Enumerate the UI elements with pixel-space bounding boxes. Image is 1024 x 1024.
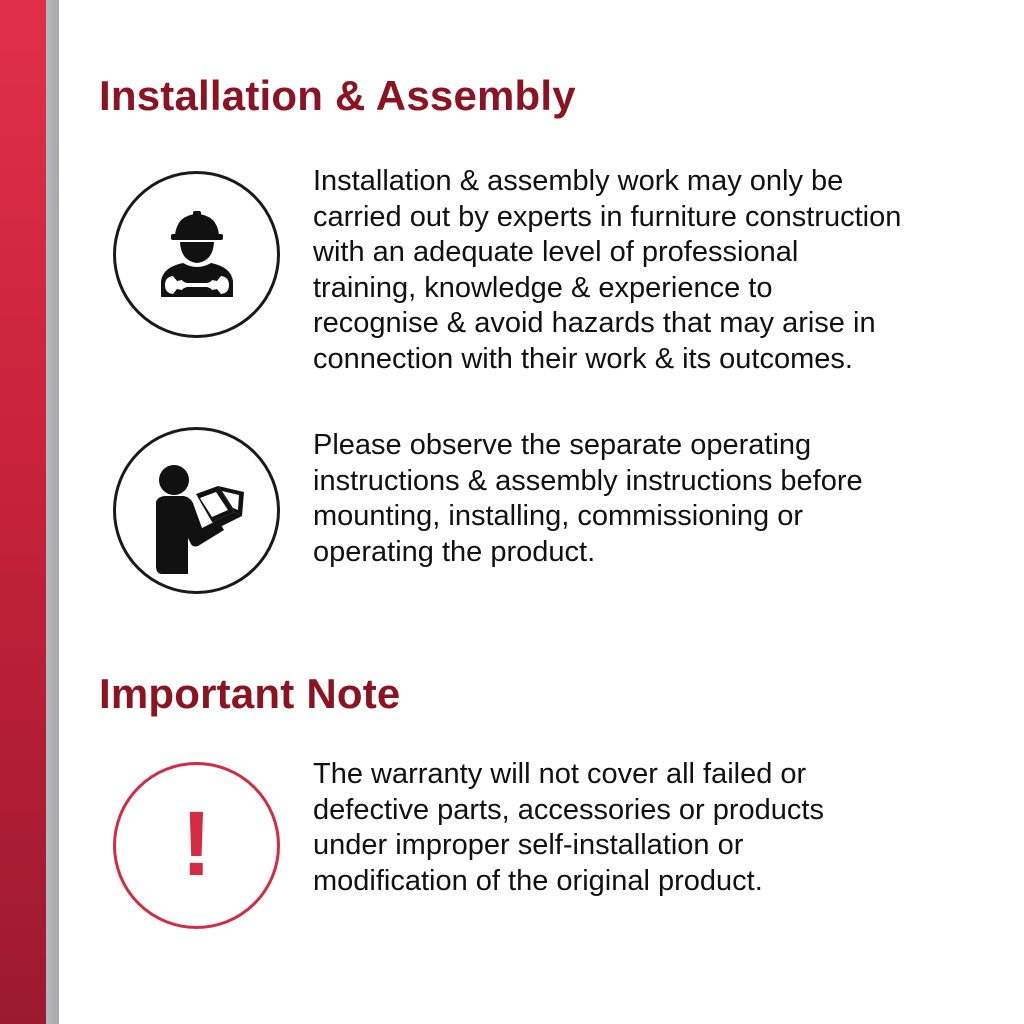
text-line: Please observe the separate operating (313, 429, 812, 461)
text-line: carried out by experts in furniture construction (313, 200, 902, 233)
read-manual-icon (113, 427, 280, 594)
text-line: under improper self-installation or (313, 829, 744, 861)
text-line: operating the product. (313, 535, 596, 568)
text-line: recognise & avoid hazards that may arise in (313, 307, 876, 339)
important-note-title: Important Note (99, 670, 401, 717)
warranty-paragraph (313, 757, 1003, 899)
text-line: defective parts, accessories or products (313, 793, 824, 826)
warning-exclamation-icon (113, 762, 280, 929)
read-manual-icon-graphic (132, 446, 262, 576)
installation-paragraph (313, 164, 1003, 377)
text-line: connection with their work & its outcomes. (313, 342, 853, 375)
instructions-paragraph (313, 428, 1003, 570)
text-line: The warranty will not cover all failed or (313, 758, 807, 790)
text-line: modification of the original product. (313, 864, 763, 897)
text-line: instructions & assembly instructions before (313, 464, 863, 497)
worker-wrench-icon-graphic (147, 205, 247, 305)
text-line: with an adequate level of professional (313, 236, 799, 268)
text-line: Installation & assembly work may only be (313, 165, 844, 197)
exclamation-mark: ! (181, 792, 212, 895)
text-line: training, knowledge & experience to (313, 271, 773, 304)
side-accent-band-gray (46, 0, 59, 1024)
worker-wrench-icon (113, 171, 280, 338)
side-accent-band-red (0, 0, 46, 1024)
text-line: mounting, installing, commissioning or (313, 500, 803, 532)
installation-title: Installation & Assembly (99, 72, 576, 119)
